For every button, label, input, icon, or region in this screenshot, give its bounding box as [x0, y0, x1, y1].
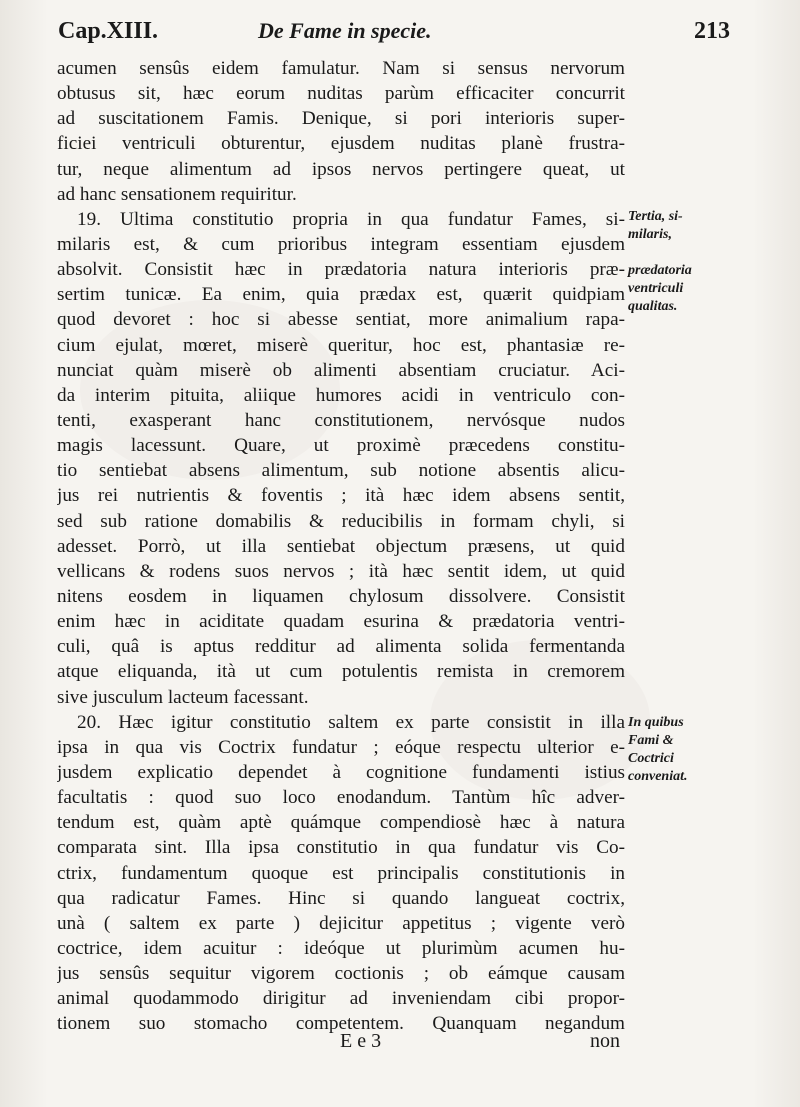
- chapter-label: Cap.XIII.: [58, 18, 159, 44]
- text-line: comparata sint. Illa ipsa constitutio in qua fundatur vis Co-: [57, 837, 625, 859]
- margin-note-line: conveniat.: [628, 769, 688, 784]
- text-line: tio sentiebat absens alimentum, sub notione absentis alicu-: [57, 460, 625, 482]
- text-line: da interim pituita, aliique humores acidi in ventriculo con-: [57, 384, 625, 406]
- text-line: cium ejulat, mœret, miserè queritur, hoc est, phantasiæ re-: [57, 334, 625, 356]
- text-line: culi, quâ is aptus redditur ad alimenta solida fermentanda: [57, 636, 625, 658]
- text-line: tur, neque alimentum ad ipsos nervos pertingere queat, ut: [57, 158, 625, 180]
- text-line: obtusus sit, hæc eorum nuditas parùm efficaciter concurrit: [57, 83, 625, 105]
- text-line: unà ( saltem ex parte ) dejicitur appetitus ; vigente verò: [57, 912, 625, 934]
- text-line: atque eliquanda, ità ut cum potulentis remista in cremorem: [57, 661, 625, 683]
- text-line: acumen sensûs eidem famulatur. Nam si sensus nervorum: [57, 58, 625, 79]
- signature-mark: E e 3: [340, 1030, 382, 1052]
- text-line: 20. Hæc igitur constitutio saltem ex parte consistit in illa: [77, 711, 625, 733]
- text-line: milaris est, & cum prioribus integram essentiam ejusdem: [57, 233, 625, 255]
- running-title: De Fame in specie.: [258, 18, 432, 43]
- text-line: enim hæc in aciditate quadam esurina & prædatoria ventri-: [57, 611, 625, 633]
- margin-note-line: Coctrici: [628, 751, 674, 766]
- margin-note-line: prædatoria: [628, 263, 692, 278]
- margin-note-line: milaris,: [628, 227, 672, 242]
- running-header: [58, 18, 770, 58]
- text-line: magis lacessunt. Quare, ut proximè præcedens constitu-: [57, 435, 625, 457]
- main-text-block: [57, 56, 625, 1036]
- margin-note-line: In quibus: [628, 715, 684, 730]
- margin-note-line: qualitas.: [628, 299, 678, 314]
- margin-note-in-quibus: [628, 714, 788, 786]
- text-line: absolvit. Consistit hæc in prædatoria natura interioris præ-: [57, 259, 625, 281]
- text-line: ctrix, fundamentum quoque est principalis constitutionis in: [57, 862, 625, 884]
- text-line: sive jusculum lacteum facessant.: [57, 686, 309, 708]
- text-line: jusdem explicatio dependet à cognitione fundamenti istius: [57, 761, 625, 783]
- margin-note-tertia: [628, 208, 788, 244]
- text-line: jus sensûs sequitur vigorem coctionis ; ob eámque causam: [57, 963, 625, 985]
- margin-note-line: ventriculi: [628, 281, 684, 296]
- catchword: non: [590, 1030, 620, 1052]
- text-line: ipsa in qua vis Coctrix fundatur ; eóque respectu ulterior e-: [57, 736, 625, 758]
- text-line: coctrice, idem acuitur : ideóque ut plurimùm acumen hu-: [57, 937, 625, 959]
- text-line: sed sub ratione domabilis & reducibilis in formam chyli, si: [57, 510, 625, 532]
- text-line: tenti, exasperant hanc constitutionem, nervósque nudos: [57, 409, 625, 431]
- margin-note-praedatoria: [628, 262, 788, 316]
- text-line: animal quodammodo dirigitur ad inveniendam cibi propor-: [57, 988, 625, 1010]
- text-line: tionem suo stomacho competentem. Quanquam negandum: [57, 1013, 625, 1035]
- margin-note-line: Fami &: [628, 733, 674, 748]
- text-line: ad hanc sensationem requiritur.: [57, 183, 297, 205]
- text-line: quod devoret : hoc si abesse sentiat, more animalium rapa-: [57, 309, 625, 331]
- text-line: nitens eosdem in liquamen chylosum dissolvere. Consistit: [57, 585, 625, 607]
- text-line: nunciat quàm miserè ob alimenti absentiam cruciatur. Aci-: [57, 359, 625, 381]
- page-footer: [0, 1030, 800, 1060]
- text-line: vellicans & rodens suos nervos ; ità hæc sentit idem, ut quid: [57, 560, 625, 582]
- text-line: qua radicatur Fames. Hinc si quando langueat coctrix,: [57, 887, 625, 909]
- text-line: adesset. Porrò, ut illa sentiebat objectum præsens, ut quid: [57, 535, 625, 557]
- text-line: ad suscitationem Famis. Denique, si pori interioris super-: [57, 108, 625, 130]
- text-line: sertim tunicæ. Ea enim, quia prædax est, quærit quidpiam: [57, 284, 625, 306]
- text-line: tendum est, quàm aptè quámque compendiosè hæc à natura: [57, 812, 625, 834]
- text-line: ficiei ventriculi obturentur, ejusdem nuditas planè frustra-: [57, 133, 625, 155]
- text-line: facultatis : quod suo loco enodandum. Tantùm hîc adver-: [57, 787, 625, 809]
- text-line: 19. Ultima constitutio propria in qua fundatur Fames, si-: [77, 208, 625, 230]
- page-number: 213: [694, 18, 730, 44]
- margin-note-line: Tertia, si-: [628, 209, 683, 224]
- text-line: jus rei nutrientis & foventis ; ità hæc idem absens sentit,: [57, 485, 625, 507]
